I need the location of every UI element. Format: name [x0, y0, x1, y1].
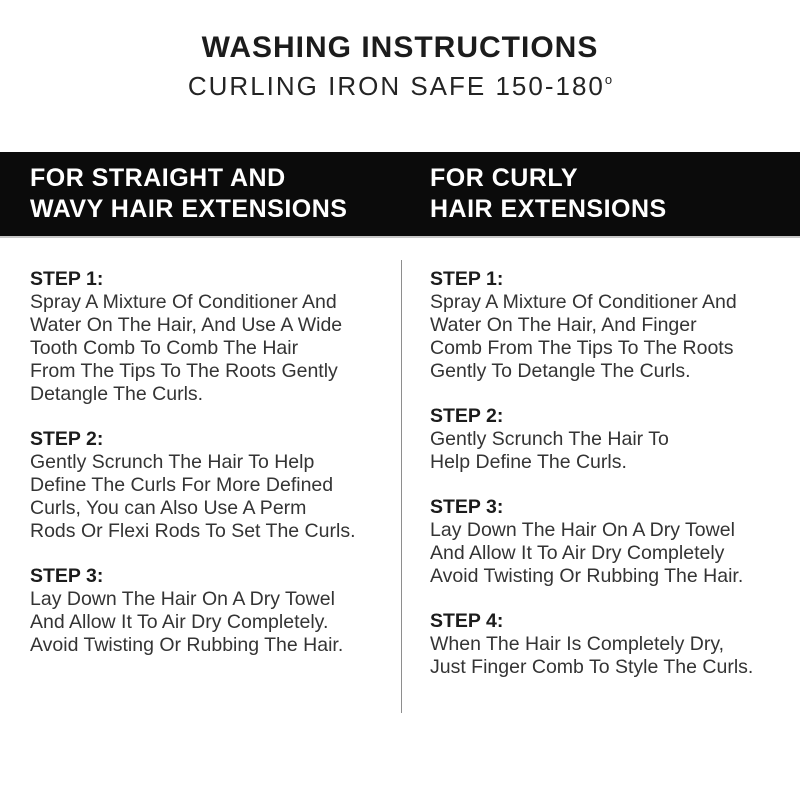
step-line: Gently Scrunch The Hair To	[430, 428, 669, 450]
banner-left-line2: WAVY HAIR EXTENSIONS	[30, 195, 348, 223]
step-line: Water On The Hair, And Finger	[430, 314, 697, 336]
step-line: And Allow It To Air Dry Completely	[430, 542, 725, 564]
step-label: STEP 1:	[30, 268, 104, 290]
step-line: Spray A Mixture Of Conditioner And	[30, 291, 337, 313]
step-line: Avoid Twisting Or Rubbing The Hair.	[30, 634, 344, 656]
step	[430, 268, 800, 383]
step	[30, 565, 400, 657]
step-line: Detangle The Curls.	[30, 383, 204, 405]
instructions-content	[0, 268, 800, 701]
banner-right-heading	[400, 163, 800, 225]
step-label: STEP 1:	[430, 268, 504, 290]
step-label: STEP 2:	[30, 428, 104, 450]
subtitle-text: CURLING IRON SAFE 150-180	[187, 71, 605, 101]
banner-right-line1: FOR CURLY	[430, 164, 579, 192]
step-line: Rods Or Flexi Rods To Set The Curls.	[30, 520, 356, 542]
step-line: Tooth Comb To Comb The Hair	[30, 337, 299, 359]
section-header-banner	[0, 152, 800, 238]
step-label: STEP 4:	[430, 610, 504, 632]
step-line: Lay Down The Hair On A Dry Towel	[30, 588, 335, 610]
step-label: STEP 3:	[430, 496, 504, 518]
banner-left-line1: FOR STRAIGHT AND	[30, 164, 286, 192]
step-line: Gently Scrunch The Hair To Help	[30, 451, 315, 473]
step-label: STEP 2:	[430, 405, 504, 427]
step-line: Comb From The Tips To The Roots	[430, 337, 734, 359]
step-line: Just Finger Comb To Style The Curls.	[430, 656, 754, 678]
step-line: Define The Curls For More Defined	[30, 474, 334, 496]
banner-left-heading	[0, 163, 400, 225]
page-title: WASHING INSTRUCTIONS	[201, 31, 599, 64]
banner-right-line2: HAIR EXTENSIONS	[430, 195, 667, 223]
step	[430, 496, 800, 588]
step-line: Water On The Hair, And Use A Wide	[30, 314, 343, 336]
header	[0, 30, 800, 102]
step-line: And Allow It To Air Dry Completely.	[30, 611, 329, 633]
step	[30, 428, 400, 543]
step-line: Curls, You can Also Use A Perm	[30, 497, 307, 519]
step-line: From The Tips To The Roots Gently	[30, 360, 338, 382]
step-line: Gently To Detangle The Curls.	[430, 360, 691, 382]
column-curly	[400, 268, 800, 701]
step-label: STEP 3:	[30, 565, 104, 587]
step-line: Avoid Twisting Or Rubbing The Hair.	[430, 565, 744, 587]
column-straight-wavy	[0, 268, 400, 701]
step	[430, 405, 800, 474]
step-line: When The Hair Is Completely Dry,	[430, 633, 725, 655]
step-line: Help Define The Curls.	[430, 451, 627, 473]
step-line: Lay Down The Hair On A Dry Towel	[430, 519, 735, 541]
step	[430, 610, 800, 679]
step-line: Spray A Mixture Of Conditioner And	[430, 291, 737, 313]
step	[30, 268, 400, 406]
page-subtitle	[0, 70, 800, 102]
degree-symbol: o	[604, 72, 613, 87]
